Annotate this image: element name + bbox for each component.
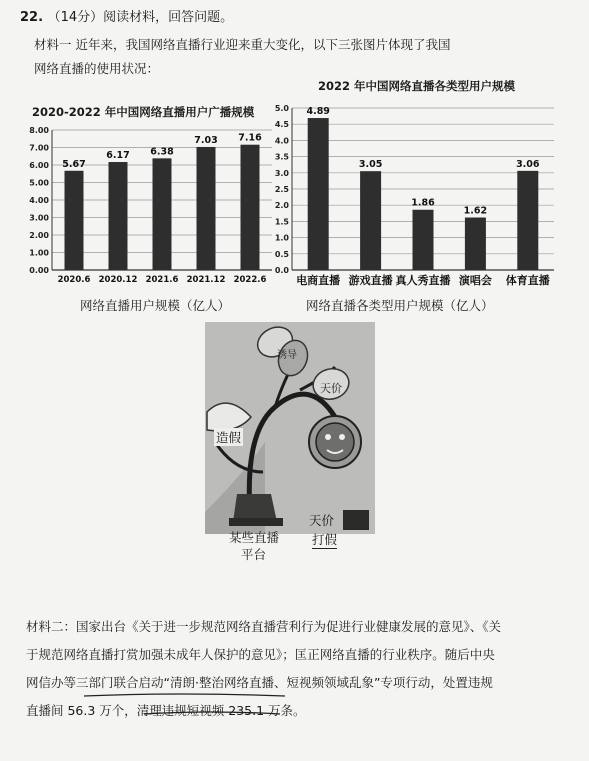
chart1-data-label: 5.67 [62,158,86,170]
chart1-ytick-label: 0.00 [29,266,49,275]
chart1-data-label: 6.17 [106,150,130,162]
chart1-bar [65,171,84,270]
chart1-category-label: 2022.6 [233,275,267,285]
chart2-category-label: 电商直播 [296,274,341,287]
chart1-bar [241,145,260,270]
chart2-data-label: 1.86 [411,197,435,209]
chart1-title: 2020-2022 年中国网络直播用户广播规模 [32,105,255,119]
chart2-caption: 网络直播各类型用户规模（亿人） [306,298,494,313]
chart2-ytick-label: 1.5 [274,217,289,227]
chart2-ytick-label: 4.0 [274,136,289,146]
question-text: （14分）阅读材料，回答问题。 [47,10,234,25]
chart2-ytick-label: 4.5 [274,120,289,130]
question-header [20,6,233,25]
chart1-bar [197,147,216,270]
chart2-data-label: 3.06 [516,158,540,170]
chart1-ytick-label: 4.00 [29,196,49,205]
chart2-data-label: 3.05 [358,159,383,171]
cartoon-side-label-line-2: 打假 [312,532,338,547]
chart1-data-label: 6.38 [150,146,174,158]
cartoon-side-label-line-1: 天价 [309,513,335,528]
chart2-bar [517,171,538,270]
chart1-ytick-label: 7.00 [29,143,49,153]
chart1-category-label: 2020.12 [98,275,138,285]
chart1-ytick-label: 2.00 [29,231,49,240]
material-one-intro [34,33,554,81]
chart2-ytick-label: 3.5 [274,152,289,162]
chart1-category-label: 2020.6 [57,275,91,285]
material-two-line-3: 网信办等三部门联合启动“清朗·整治网络直播、短视频领域乱象”专项行动，处置违规 [26,675,493,690]
chart2-ytick-label: 0.0 [274,266,289,275]
chart2-category-label: 游戏直播 [348,274,393,287]
question-number: 22. [20,10,44,25]
material-one-line-1: 材料一 近年来，我国网络直播行业迎来重大变化，以下三张图片体现了我国 [34,37,451,52]
chart2-category-label: 体育直播 [505,274,550,287]
chart2-data-label: 4.89 [306,106,330,118]
chart1-data-label: 7.03 [194,134,218,146]
chart2-ytick-label: 5.0 [274,104,289,113]
chart1-ytick-label: 3.00 [29,213,49,223]
material-one-line-2: 网络直播的使用状况： [34,61,160,76]
chart2-data-label: 1.62 [463,205,488,217]
handwritten-underline [80,690,290,722]
cartoon-leaf-label-2: 天价 [320,382,342,395]
chart1-caption: 网络直播用户规模（亿人） [80,298,231,313]
chart2-type-scale [266,94,556,294]
chart2-ytick-label: 3.0 [274,168,289,178]
material-two-line-4: 直播间 56.3 万个，清理违规短视频 235.1 万条。 [26,703,306,718]
chart1-bar [153,158,172,270]
chart2-bar [465,218,486,270]
chart1-category-label: 2021.12 [186,275,226,285]
material-two-line-1: 材料二：国家出台《关于进一步规范网络直播营利行为促进行业健康发展的意见》、《关 [26,619,502,634]
material-two-line-2: 于规范网络直播打赏加强未成年人保护的意见》；匡正网络直播的行业秩序。随后中央 [26,647,495,662]
chart2-bar [413,210,434,270]
chart2-category-label: 真人秀直播 [395,274,451,287]
cartoon-pot-label-line-2: 平台 [241,547,267,562]
chart1-data-label: 7.16 [238,132,262,144]
chart2-title: 2022 年中国网络直播各类型用户规模 [318,79,516,93]
chart1-ytick-label: 5.00 [29,178,49,188]
cartoon-leaf-label-3: 诱导 [277,350,297,361]
chart1-category-label: 2021.6 [145,275,179,285]
chart2-ytick-label: 2.5 [274,185,289,194]
cartoon-pot-label-line-1: 某些直播 [229,530,280,545]
chart2-category-label: 演唱会 [458,274,492,287]
chart1-ytick-label: 1.00 [29,248,49,258]
chart2-bar [360,171,381,270]
chart2-bar [308,118,329,270]
chart2-ytick-label: 0.5 [274,249,289,259]
cartoon-leaf-label-1: 造假 [216,430,242,445]
chart1-user-scale [28,116,278,288]
chart1-ytick-label: 8.00 [29,126,49,135]
chart1-ytick-label: 6.00 [29,161,49,170]
chart2-ytick-label: 1.0 [274,233,289,243]
chart1-bar [109,162,128,270]
chart2-ytick-label: 2.0 [274,201,289,211]
